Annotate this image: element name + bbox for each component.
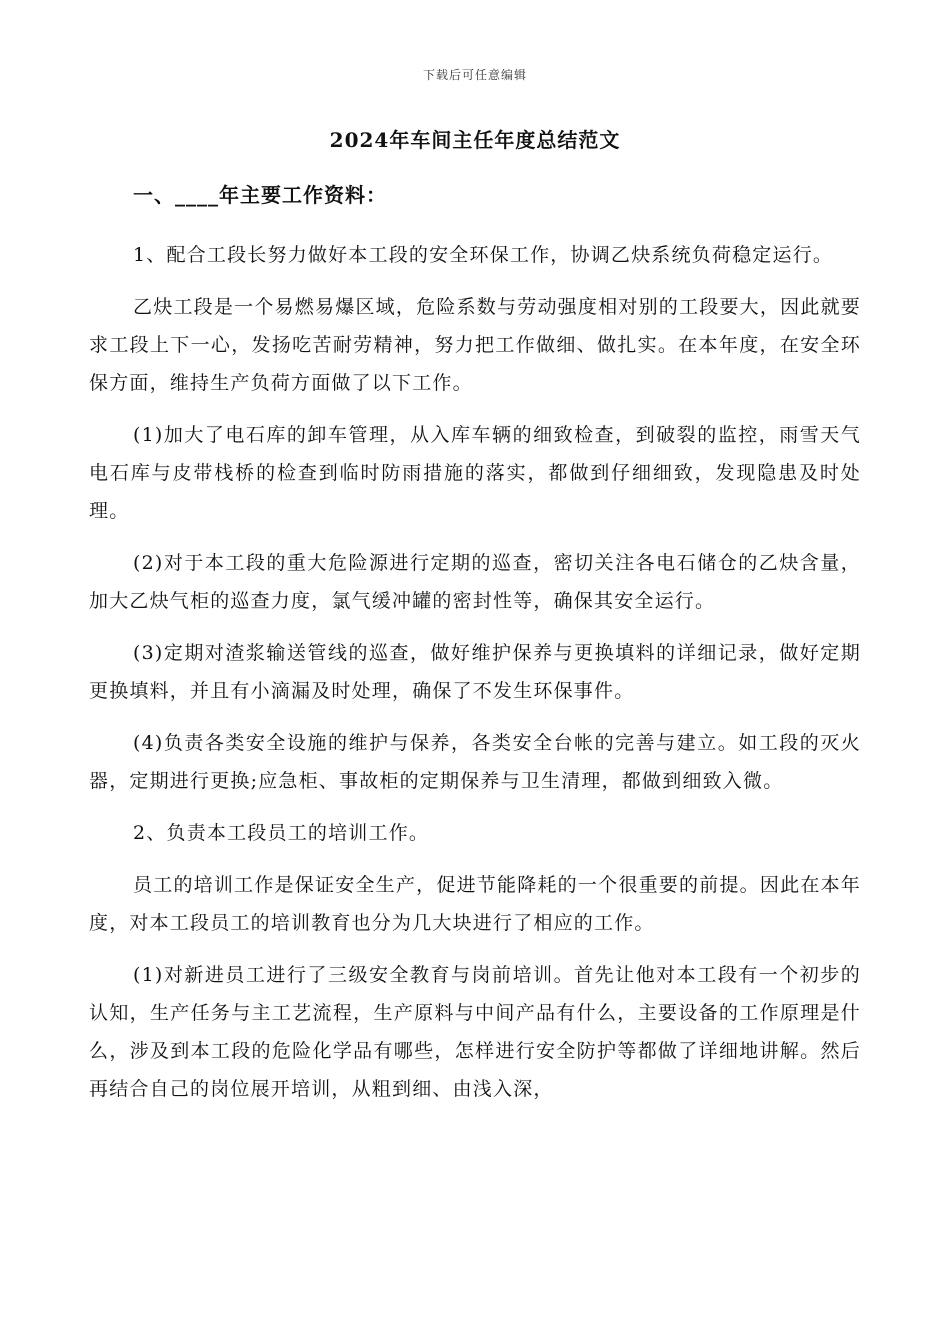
paragraph-4: (2)对于本工段的重大危险源进行定期的巡查，密切关注各电石储仓的乙炔含量，加大乙炔气柜的巡查力度，氯气缓冲罐的密封性等，确保其安全运行。 bbox=[89, 552, 861, 612]
paragraph-9: (1)对新进员工进行了三级安全教育与岗前培训。首先让他对本工段有一个初步的认知，生产任务与主工艺流程，生产原料与中间产品有什么，主要设备的工作原理是什么，涉及到本工段的危险化学品有哪些，怎样进行安全防护等都做了详细地讲解。然后再结合自己的岗位展开培训，从粗到细、由浅入深， bbox=[89, 964, 861, 1100]
document-title: 2024年车间主任年度总结范文 bbox=[329, 128, 621, 152]
paragraph-3: (1)加大了电石库的卸车管理，从入库车辆的细致检查，到破裂的监控，雨雪天气电石库与皮带栈桥的检查到临时防雨措施的落实，都做到仔细细致，发现隐患及时处理。 bbox=[89, 424, 861, 522]
document-body bbox=[89, 178, 861, 1122]
section-heading: 一、____年主要工作资料： bbox=[133, 183, 387, 207]
paragraph-6: (4)负责各类安全设施的维护与保养，各类安全台帐的完善与建立。如工段的灭火器，定期进行更换;应急柜、事故柜的定期保养与卫生清理，都做到细致入微。 bbox=[89, 732, 861, 792]
paragraph-2: 乙炔工段是一个易燃易爆区域，危险系数与劳动强度相对别的工段要大，因此就要求工段上下一心，发扬吃苦耐劳精神，努力把工作做细、做扎实。在本年度，在安全环保方面，维持生产负荷方面做了以下工作。 bbox=[89, 296, 861, 394]
header-note: 下载后可任意编辑 bbox=[422, 68, 527, 82]
paragraph-8: 员工的培训工作是保证安全生产，促进节能降耗的一个很重要的前提。因此在本年度，对本工段员工的培训教育也分为几大块进行了相应的工作。 bbox=[89, 874, 861, 934]
paragraph-7: 2、负责本工段员工的培训工作。 bbox=[133, 822, 430, 844]
paragraph-5: (3)定期对渣浆输送管线的巡查，做好维护保养与更换填料的详细记录，做好定期更换填料，并且有小滴漏及时处理，确保了不发生环保事件。 bbox=[89, 642, 861, 702]
paragraph-1: 1、配合工段长努力做好本工段的安全环保工作，协调乙炔系统负荷稳定运行。 bbox=[133, 244, 834, 266]
